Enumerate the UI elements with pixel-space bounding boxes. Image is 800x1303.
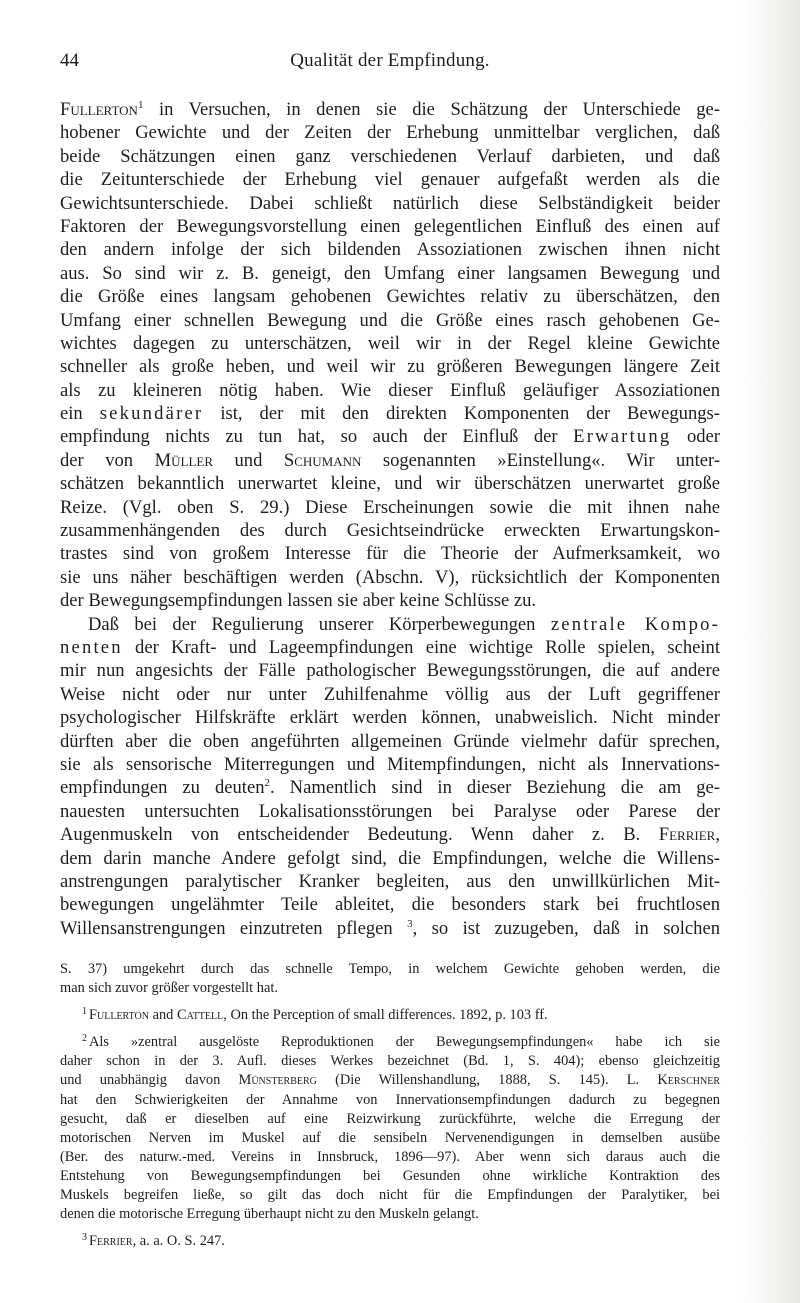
text-line [60,472,720,495]
text-line [60,238,720,261]
text-line [60,613,720,636]
text-run: und unabhängig davon [60,1072,239,1089]
text-run: und [213,449,284,471]
text-run: empfindungen zu deuten [60,777,265,799]
text-run: and [149,1007,177,1024]
footnote-line [60,1129,720,1148]
spaced-emphasis: nenten [60,636,123,658]
footnote-line [60,1110,720,1129]
text-run: ist, der mit den direkten Komponenten der Bewegungs- [203,403,720,425]
text-line [60,402,720,425]
author-name: Münsterberg [238,1072,317,1089]
author-name: Cattell [176,1007,224,1024]
text-run: , so ist zuzugeben, daß in solchen [412,917,720,939]
text-line [60,730,720,753]
text-run: Daß bei der Regulierung unserer Körperbewegungen [88,613,551,635]
text-line [60,589,720,612]
author-name: Schumann [283,449,362,471]
body-text [60,98,720,940]
text-run: zusammenhängenden des durch Gesichtseindrücke erweckten Erwartungskon- [60,520,720,542]
spaced-emphasis: zentrale Kompo- [550,613,720,635]
text-run: Willensanstrengungen einzutreten pflegen [60,917,408,939]
text-run: , On the Perception of small differences. 1892, p. 103 ff. [223,1007,548,1024]
text-run: als zu kleineren nötig haben. Wie dieser Einfluß geläufiger Assoziationen [60,379,720,401]
text-run: anstrengungen paralytischer Kranker begleiten, aus den unwillkürlichen Mit- [60,870,720,892]
text-run: empfindung nichts zu tun hat, so auch der Einfluß der [60,426,574,448]
text-run: (Die Willenshandlung, 1888, S. 145). L. [316,1072,658,1089]
text-run: gesucht, daß er dieselben auf eine Reizwirkung zurückführte, welche die Erregung der [60,1110,720,1127]
text-line [60,659,720,682]
text-run: schätzen bekanntlich unerwartet kleine, und wir überschätzen unerwartet große [60,473,720,495]
text-run: sie uns näher beschäftigen werden (Abschn. V), rücksichtlich der Komponenten [60,566,720,588]
text-run: ein [60,403,100,425]
text-line [60,262,720,285]
running-title: Qualität der Empfindung. [290,50,490,71]
text-run: sie als sensorische Miterregungen und Mitempfindungen, nicht als Innervations- [60,753,720,775]
text-line [60,425,720,448]
text-line [60,496,720,519]
text-run: Reize. (Vgl. oben S. 29.) Diese Erscheinungen sowie die mit ihnen nahe [60,496,720,518]
author-name: Kerschner [657,1072,720,1089]
text-run: dürften aber die oben angeführten allgemeinen Gründe vielmehr dafür sprechen, [60,730,720,752]
text-run: die Größe eines langsam gehobenen Gewichtes relativ zu überschätzen, den [60,286,720,308]
text-run: nauesten untersuchten Lokalisationsstörungen bei Paralyse oder Parese der [60,800,720,822]
text-line [60,706,720,729]
text-run: schneller als große heben, und weil wir zu größeren Bewegungen längere Zeit [60,356,720,378]
footnote-reference: 1 [137,99,144,111]
text-run: den andern infolge der sich bildenden Assoziationen zwischen ihnen nicht [60,239,720,261]
text-line [60,121,720,144]
spaced-emphasis: Erwartung [573,426,672,448]
text-run: psychologischer Hilfskräfte erklärt werden können, unabweislich. Nicht minder [60,707,720,729]
text-line [60,145,720,168]
footnote-line [60,1052,720,1071]
text-run: motorischen Nerven im Muskel auf die sensibeln Nervenendigungen in demselben ausübe [60,1129,720,1146]
author-name: Müller [154,449,214,471]
text-line [60,542,720,565]
footnote-line [60,960,720,979]
author-name: Ferrier [89,1233,133,1250]
footnote-line [60,1071,720,1090]
footnote-line [60,1205,720,1224]
footnote-line [60,979,720,998]
text-line [60,847,720,870]
text-line [60,823,720,846]
text-run: denen die motorische Erregung überhaupt nicht zu den Muskeln gelangt. [60,1206,479,1223]
text-run: . Namentlich sind in dieser Beziehung die am ge- [270,777,720,799]
text-line [60,917,720,940]
text-line [60,566,720,589]
footnote-line [60,1232,720,1251]
text-line [60,893,720,916]
footnote-reference: 3 [407,917,413,930]
text-run: (Ber. des naturw.-med. Vereins in Innsbruck, 1896—97). Aber wenn sich daraus auch die [60,1148,720,1165]
text-run: man sich zuvor größer vorgestellt hat. [60,980,278,997]
page-header [60,50,720,80]
text-line [60,215,720,238]
text-run: Gewichtsunterschiede. Dabei schließt natürlich diese Selbständigkeit beider [60,192,720,214]
text-run: die Zeitunterschiede der Erhebung viel genauer aufgefaßt werden als die [60,169,720,191]
text-run: hobener Gewichte und der Zeiten der Erhebung unmittelbar verglichen, daß [60,122,720,144]
text-run: wichtes dagegen zu unterschätzen, weil wir in der Regel kleine Gewichte [60,332,720,354]
footnote-line [60,1091,720,1110]
text-run: der Kraft- und Lageempfindungen eine wichtige Rolle spielen, scheint [122,636,720,658]
text-line [60,379,720,402]
footnote-marker: 1 [82,1006,87,1018]
text-run: Muskels begreifen ließe, so gilt das doch nicht für die Empfindungen der Paralytiker, bei [60,1187,720,1204]
text-line [60,332,720,355]
text-line [60,168,720,191]
spaced-emphasis: sekundärer [99,403,204,425]
footnotes [60,960,720,1251]
text-run: sogenannten »Einstellung«. Wir unter- [361,449,721,471]
text-run: der Bewegungsempfindungen lassen sie aber keine Schlüsse zu. [60,590,537,612]
text-run: Augenmuskeln von entscheidender Bedeutung. Wenn daher z. B. [60,824,659,846]
footnote-line [60,1006,720,1025]
footnote-marker: 3 [82,1232,87,1244]
text-run: Weise nicht oder nur unter Zuhilfenahme völlig aus der Luft gegriffener [60,683,720,705]
text-line [60,285,720,308]
text-run: mir nun angesichts der Fälle pathologischer Bewegungsstörungen, die auf andere [60,660,720,682]
author-name: Ferrier [658,824,716,846]
text-line [60,776,720,799]
text-run: dem darin manche Andere gefolgt sind, die Empfindungen, welche die Willens- [60,847,720,869]
footnote-line [60,1167,720,1186]
text-run: beide Schätzungen einen ganz verschiedenen Verlauf darbieten, und daß [60,145,720,167]
text-line [60,683,720,706]
text-line [60,98,720,121]
text-line [60,449,720,472]
footnote-line [60,1186,720,1205]
page-number: 44 [60,50,79,71]
author-name: Fullerton [60,99,138,120]
text-run: in Versuchen, in denen sie die Schätzung der Unterschiede ge- [143,99,720,120]
text-line [60,870,720,893]
text-run: Faktoren der Bewegungsvorstellung einen gelegentlichen Einfluß des einen auf [60,215,720,237]
text-line [60,519,720,542]
text-line [60,800,720,823]
footnote-line [60,1033,720,1052]
text-run: S. 37) umgekehrt durch das schnelle Tempo, in welchem Gewichte gehoben werden, die [60,961,720,977]
footnote-line [60,1148,720,1167]
text-line [60,355,720,378]
text-run: Umfang einer schnellen Bewegung und die Größe eines rasch gehobenen Ge- [60,309,720,331]
text-run: der von [60,449,155,471]
text-line [60,636,720,659]
text-run: trastes sind von großem Interesse für die Theorie der Aufmerksamkeit, wo [60,543,720,565]
text-run: , a. a. O. S. 247. [132,1233,225,1250]
author-name: Fullerton [89,1007,149,1024]
text-run: Als »zentral ausgelöste Reproduktionen der Bewegungsempfindungen« habe ich sie [89,1034,720,1051]
text-line [60,309,720,332]
text-run: Entstehung von Bewegungsempfindungen bei Gesunden ohne wirkliche Kontraktion des [60,1167,720,1184]
text-line [60,753,720,776]
text-run: daher schon in der 3. Aufl. dieses Werkes bezeichnet (Bd. 1, S. 404); ebenso gleichzeitig [60,1053,720,1070]
footnote-marker: 2 [82,1033,87,1045]
text-run: hat den Schwierigkeiten der Annahme von Innervationsempfindungen dadurch zu begegnen [60,1091,720,1108]
footnote-reference: 2 [264,777,271,790]
text-run: bewegungen ungelähmter Teile ableitet, die besonders stark bei fruchtlosen [60,894,720,916]
text-run: , [715,824,720,846]
text-line [60,192,720,215]
text-run: oder [671,426,720,448]
text-run: aus. So sind wir z. B. geneigt, den Umfang einer langsamen Bewegung und [60,262,720,284]
